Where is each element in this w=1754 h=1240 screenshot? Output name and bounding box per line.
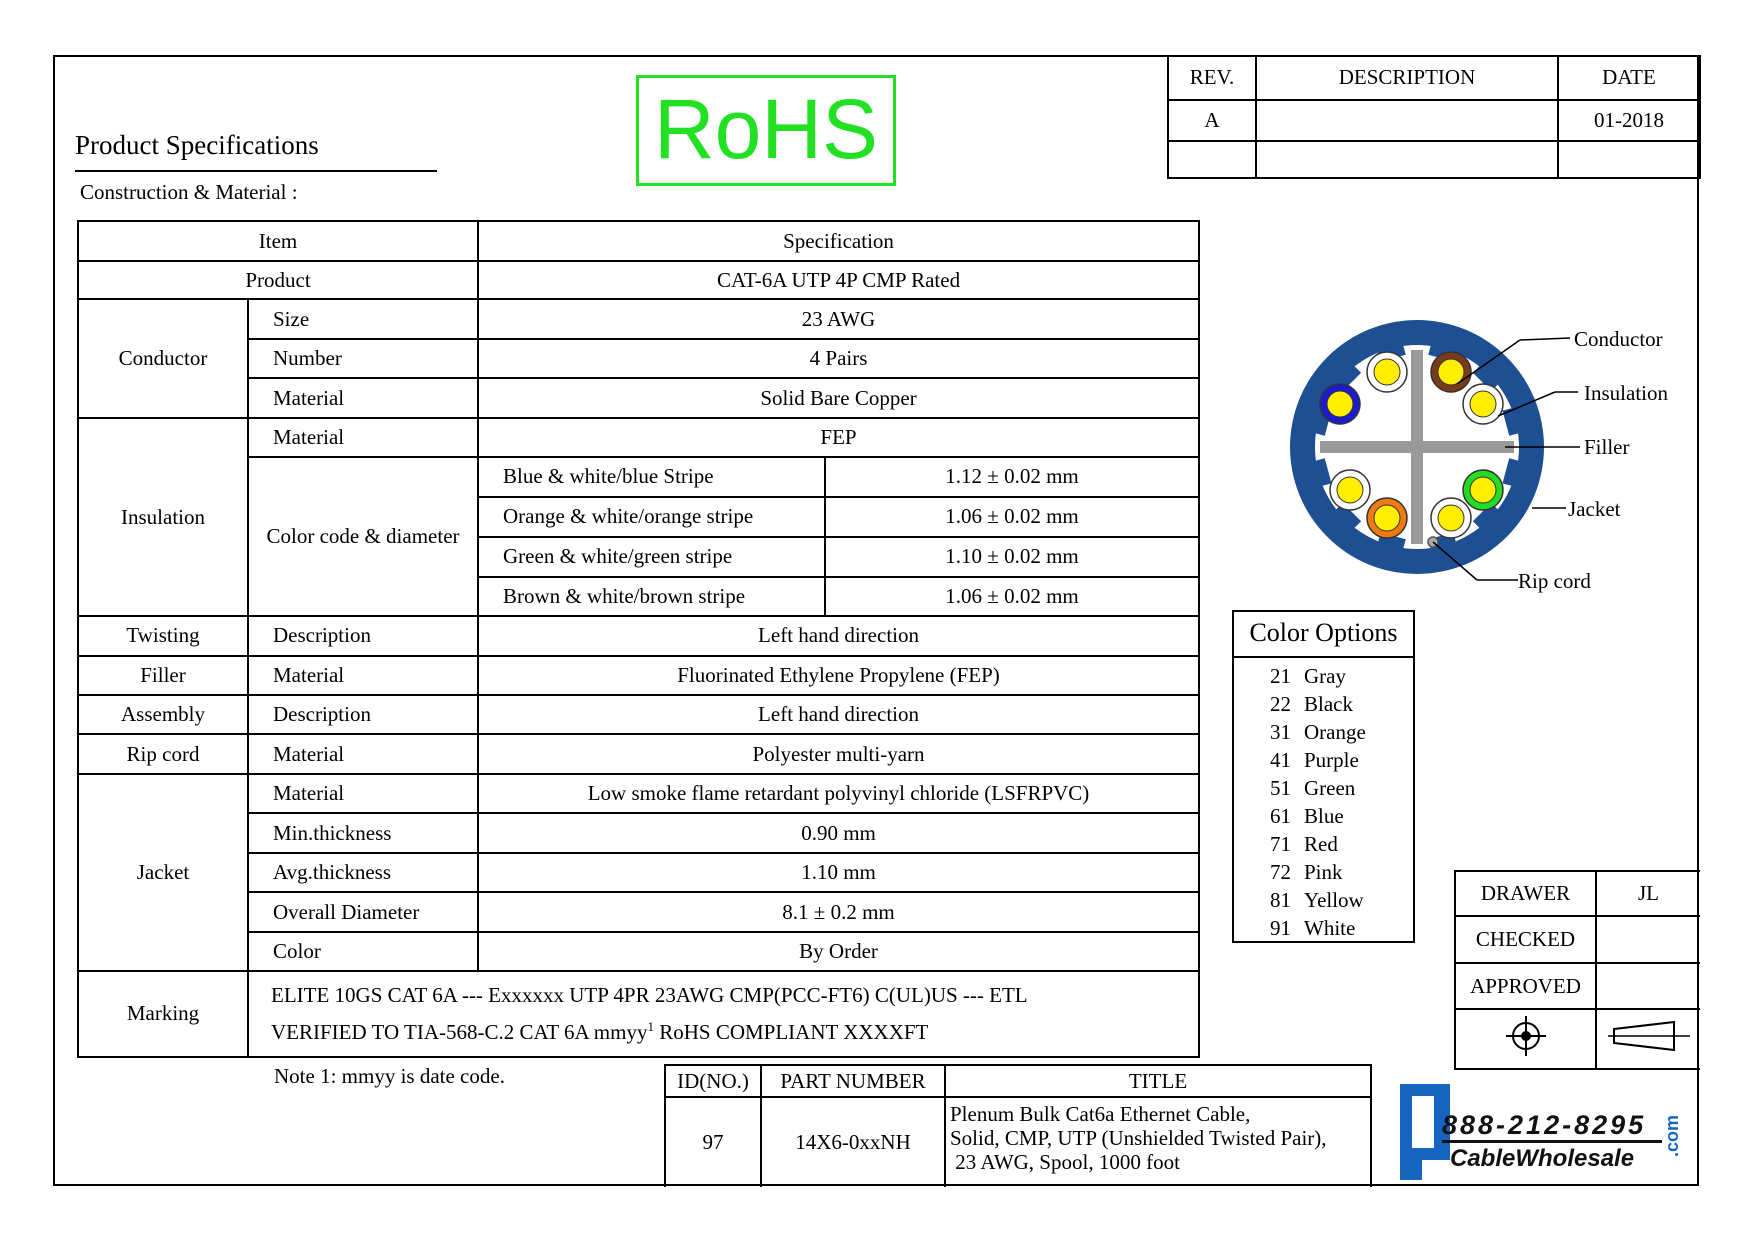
- jacket-od-value: 8.1 ± 0.2 mm: [478, 892, 1199, 931]
- assembly-sub: Description: [248, 695, 478, 734]
- color-options-title: Color Options: [1234, 612, 1413, 658]
- color-option-code: 41: [1270, 748, 1291, 772]
- color-option-name: White: [1304, 916, 1356, 940]
- title-line-2: Solid, CMP, UTP (Unshielded Twisted Pair),: [950, 1126, 1327, 1150]
- item-header: Item: [78, 221, 478, 261]
- conductor-material-label: Material: [248, 378, 478, 418]
- color-option-code: 31: [1270, 720, 1291, 744]
- conductor-size-label: Size: [248, 299, 478, 339]
- title-line-1: Plenum Bulk Cat6a Ethernet Cable,: [950, 1102, 1251, 1126]
- color-option-item: [1234, 858, 1413, 886]
- jacket-avg-label: Avg.thickness: [248, 853, 478, 892]
- pair-diameter: 1.06 ± 0.02 mm: [825, 497, 1199, 537]
- marking-text: [248, 971, 1199, 1057]
- checked-label: CHECKED: [1455, 916, 1596, 963]
- jacket-material-label: Material: [248, 774, 478, 813]
- color-option-item: [1234, 718, 1413, 746]
- rev-cell: [1168, 141, 1256, 178]
- color-option-item: [1234, 830, 1413, 858]
- label-ripcord: Rip cord: [1518, 569, 1591, 593]
- cone-projection-icon: [1604, 1016, 1694, 1056]
- rev-date-cell: 01-2018: [1558, 100, 1700, 140]
- product-label: Product: [78, 261, 478, 299]
- marking-line-1: ELITE 10GS CAT 6A --- Exxxxxx UTP 4PR 23AWG CMP(PCC-FT6) C(UL)US --- ETL: [271, 983, 1028, 1008]
- title-block: [664, 1064, 1372, 1187]
- label-filler: Filler: [1584, 435, 1630, 459]
- conductor-size-value: 23 AWG: [478, 299, 1199, 339]
- heading-underline: [75, 170, 437, 172]
- filler-sub: Material: [248, 656, 478, 695]
- twisting-value: Left hand direction: [478, 616, 1199, 656]
- id-header: ID(NO.): [665, 1065, 761, 1097]
- description-header: DESCRIPTION: [1256, 55, 1558, 100]
- logo-rule: [1442, 1140, 1662, 1143]
- checked-value: [1596, 916, 1700, 963]
- ripcord-label: Rip cord: [78, 734, 248, 774]
- rev-cell: A: [1168, 100, 1256, 140]
- color-option-item: [1234, 914, 1413, 942]
- pair-name: Green & white/green stripe: [478, 537, 825, 577]
- marking-line-2: VERIFIED TO TIA-568-C.2 CAT 6A mmyy$^1$ RoHS COMPLIANT XXXXFT: [271, 1019, 929, 1045]
- color-option-name: Black: [1304, 692, 1353, 716]
- projection-target-cell: [1455, 1009, 1596, 1069]
- color-code-label: Color code & diameter: [248, 457, 478, 616]
- color-option-item: [1234, 802, 1413, 830]
- color-option-item: [1234, 690, 1413, 718]
- pair-diameter: 1.10 ± 0.02 mm: [825, 537, 1199, 577]
- insulation-material-value: FEP: [478, 418, 1199, 456]
- insulation-material-label: Material: [248, 418, 478, 456]
- title-header: TITLE: [945, 1065, 1371, 1097]
- part-number-value: 14X6-0xxNH: [761, 1097, 945, 1187]
- conductor-number-value: 4 Pairs: [478, 339, 1199, 378]
- pair-name: Blue & white/blue Stripe: [478, 457, 825, 497]
- twisting-label: Twisting: [78, 616, 248, 656]
- color-option-code: 71: [1270, 832, 1291, 856]
- pair-name: Brown & white/brown stripe: [478, 577, 825, 616]
- color-option-item: [1234, 746, 1413, 774]
- jacket-min-label: Min.thickness: [248, 813, 478, 853]
- jacket-material-value: Low smoke flame retardant polyvinyl chloride (LSFRPVC): [478, 774, 1199, 813]
- conductor-number-label: Number: [248, 339, 478, 378]
- conductor-circle: [1470, 477, 1496, 503]
- filler-horizontal: [1320, 441, 1514, 453]
- assembly-value: Left hand direction: [478, 695, 1199, 734]
- drawer-label: DRAWER: [1455, 871, 1596, 916]
- spec-table: [77, 220, 1200, 1058]
- cable-cross-section: [1270, 300, 1700, 600]
- revision-table: [1167, 55, 1701, 179]
- color-option-name: Purple: [1304, 748, 1359, 772]
- jacket-min-value: 0.90 mm: [478, 813, 1199, 853]
- color-option-item: [1234, 886, 1413, 914]
- label-jacket: Jacket: [1568, 497, 1621, 521]
- filler-label: Filler: [78, 656, 248, 695]
- pair-name: Orange & white/orange stripe: [478, 497, 825, 537]
- conductor-circle: [1327, 391, 1353, 417]
- drawer-value: JL: [1596, 871, 1700, 916]
- color-option-name: Orange: [1304, 720, 1366, 744]
- jacket-label: Jacket: [78, 774, 248, 970]
- rev-date-cell: [1558, 141, 1700, 178]
- approved-label: APPROVED: [1455, 963, 1596, 1009]
- marking-label: Marking: [78, 971, 248, 1057]
- jacket-color-label: Color: [248, 932, 478, 971]
- insulation-label: Insulation: [78, 418, 248, 615]
- twisting-sub: Description: [248, 616, 478, 656]
- filler-value: Fluorinated Ethylene Propylene (FEP): [478, 656, 1199, 695]
- color-option-item: [1234, 662, 1413, 690]
- signoff-table: [1454, 870, 1700, 1070]
- title-line-3: 23 AWG, Spool, 1000 foot: [950, 1150, 1180, 1174]
- color-option-code: 51: [1270, 776, 1291, 800]
- rev-header: REV.: [1168, 55, 1256, 100]
- label-insulation: Insulation: [1584, 381, 1668, 405]
- logo-c-notch: [1412, 1096, 1434, 1148]
- color-options-list: [1234, 658, 1413, 942]
- color-option-code: 91: [1270, 916, 1291, 940]
- leader-conductor-tail: [1520, 338, 1570, 340]
- color-option-name: Red: [1304, 832, 1338, 856]
- jacket-od-label: Overall Diameter: [248, 892, 478, 931]
- color-option-name: Pink: [1304, 860, 1343, 884]
- color-option-item: [1234, 774, 1413, 802]
- assembly-label: Assembly: [78, 695, 248, 734]
- id-value: 97: [665, 1097, 761, 1187]
- color-option-code: 21: [1270, 664, 1291, 688]
- ripcord-sub: Material: [248, 734, 478, 774]
- conductor-circle: [1470, 391, 1496, 417]
- color-option-code: 22: [1270, 692, 1291, 716]
- cablewholesale-logo: [1390, 1072, 1690, 1182]
- color-option-name: Gray: [1304, 664, 1346, 688]
- pair-diameter: 1.12 ± 0.02 mm: [825, 457, 1199, 497]
- color-option-name: Blue: [1304, 804, 1344, 828]
- spec-header: Specification: [478, 221, 1199, 261]
- page-heading: Product Specifications: [75, 130, 319, 160]
- color-option-code: 81: [1270, 888, 1291, 912]
- logo-tld: .com: [1662, 1114, 1682, 1157]
- rohs-badge: RoHS: [636, 75, 896, 186]
- target-icon: [1501, 1011, 1551, 1061]
- product-value: CAT-6A UTP 4P CMP Rated: [478, 261, 1199, 299]
- conductor-label: Conductor: [78, 299, 248, 418]
- page-subheading: Construction & Material :: [80, 180, 298, 204]
- rev-description-cell: [1256, 141, 1558, 178]
- color-option-code: 61: [1270, 804, 1291, 828]
- conductor-circle: [1438, 505, 1464, 531]
- conductor-circle: [1374, 359, 1400, 385]
- jacket-color-value: By Order: [478, 932, 1199, 971]
- date-header: DATE: [1558, 55, 1700, 100]
- title-value: [945, 1097, 1371, 1187]
- color-option-code: 72: [1270, 860, 1291, 884]
- logo-name: CableWholesale: [1450, 1145, 1635, 1172]
- logo-phone: 888-212-8295: [1442, 1110, 1647, 1140]
- color-options-panel: [1232, 610, 1415, 943]
- conductor-circle: [1374, 505, 1400, 531]
- projection-cone-cell: [1596, 1009, 1700, 1069]
- rev-description-cell: [1256, 100, 1558, 140]
- label-conductor: Conductor: [1574, 327, 1663, 351]
- ripcord-value: Polyester multi-yarn: [478, 734, 1199, 774]
- conductor-circle: [1337, 477, 1363, 503]
- date-code-note: Note 1: mmyy is date code.: [274, 1064, 505, 1088]
- pair-diameter: 1.06 ± 0.02 mm: [825, 577, 1199, 616]
- approved-value: [1596, 963, 1700, 1009]
- color-option-name: Yellow: [1304, 888, 1364, 912]
- part-number-header: PART NUMBER: [761, 1065, 945, 1097]
- conductor-material-value: Solid Bare Copper: [478, 378, 1199, 418]
- color-option-name: Green: [1304, 776, 1356, 800]
- jacket-avg-value: 1.10 mm: [478, 853, 1199, 892]
